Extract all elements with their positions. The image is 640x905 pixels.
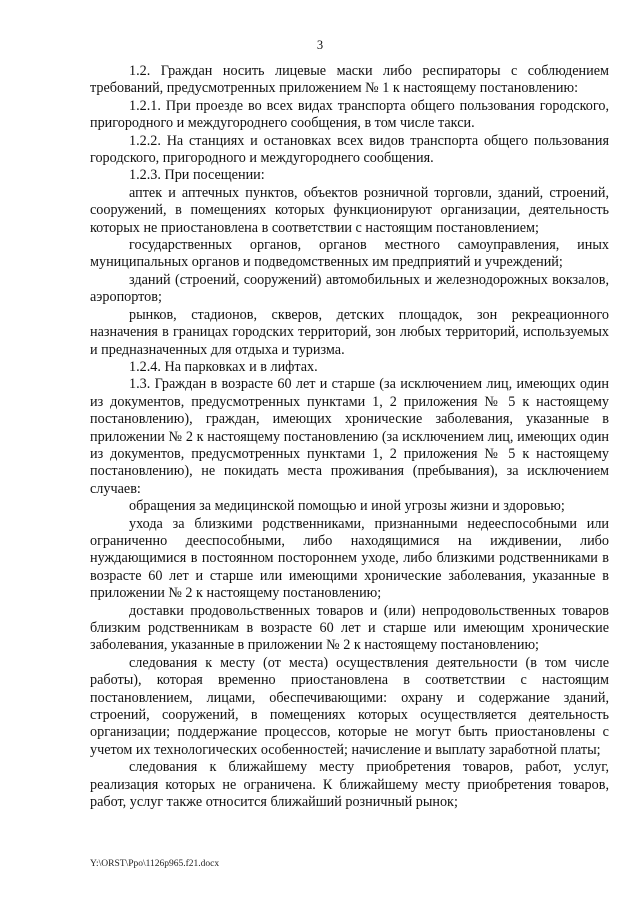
paragraph-medical-help: обращения за медицинской помощью и иной угрозы жизни и здоровью; [129,498,565,515]
paragraph-goods-delivery: доставки продовольственных товаров и (или) непродовольственных товаров близким родственникам в возрасте 60 лет и старше или имеющим хронические заболевания, указанные в приложении № 2 к настоящему постановлению; [90,602,609,654]
page-number: 3 [316,38,324,52]
paragraph-1-2: 1.2. Граждан носить лицевые маски либо респираторы с соблюдением требований, предусмотренных приложением № 1 к настоящему постановлению: [90,63,609,97]
paragraph-1-2-1: 1.2.1. При проезде во всех видах транспорта общего пользования городского, пригородного и междугороднего сообщения, в том числе такси. [90,97,609,132]
file-path-footer: Y:\ORST\Ppo\1126p965.f21.docx [90,859,220,869]
paragraph-government-bodies: государственных органов, органов местного самоуправления, иных муниципальных органов и подведомственных им предприятий и учреждений; [90,237,609,271]
paragraph-1-3: 1.3. Граждан в возрасте 60 лет и старше (за исключением лиц, имеющих один из документов, предусмотренных пунктами 1, 2 приложения № 5 к настоящему постановлению), граждан, имеющих хронические заболевания, указанные в приложении № 2 к настоящему постановлению (за исключением лиц, имеющих один из документов, предусмотренных пунктами 1, 2 приложения № 5 к настоящему постановлению), не покидать места проживания (пребывания), за исключением случаев: [90,376,609,497]
paragraph-workplace-travel: следования к месту (от места) осуществления деятельности (в том числе работы), которая временно приостановлена в соответствии с настоящим постановлением, лицами, обеспечивающими: охрану и содержание зданий, строений, сооружений, в помещениях которых осуществляется деятельность организации; поддержание процессов, которые не могут быть приостановлены с учетом их технологических особенностей; начисление и выплату заработной платы; [90,654,609,758]
paragraph-1-2-3: 1.2.3. При посещении: [129,167,265,184]
paragraph-1-2-2: 1.2.2. На станциях и остановках всех видов транспорта общего пользования городского, пригородного и междугороднего сообщения. [90,132,609,167]
paragraph-pharmacies: аптек и аптечных пунктов, объектов розничной торговли, зданий, строений, сооружений, в помещениях которых функционируют организации, деятельность которых не приостановлена в соответствии с настоящим постановлением; [90,184,609,236]
paragraph-nearest-shop: следования к ближайшему месту приобретения товаров, работ, услуг, реализация которых не ограничена. К ближайшему месту приобретения товаров, работ, услуг также относится ближайший розничный рынок; [90,759,609,811]
paragraph-1-2-4: 1.2.4. На парковках и в лифтах. [129,358,318,375]
paragraph-markets-parks: рынков, стадионов, скверов, детских площадок, зон рекреационного назначения в границах городских территорий, зон любых территорий, используемых и предназначенных для отдыха и туризма. [90,306,609,358]
paragraph-relatives-care: ухода за близкими родственниками, признанными недееспособными или ограниченно дееспособными, либо находящимися на иждивении, либо нуждающимися в постоянном постороннем уходе, либо близкими родственниками в возрасте 60 лет и старше или имеющими хронические заболевания, указанные в приложении № 2 к настоящему постановлению; [90,515,609,602]
paragraph-stations: зданий (строений, сооружений) автомобильных и железнодорожных вокзалов, аэропортов; [90,271,609,306]
document-body [90,63,609,811]
